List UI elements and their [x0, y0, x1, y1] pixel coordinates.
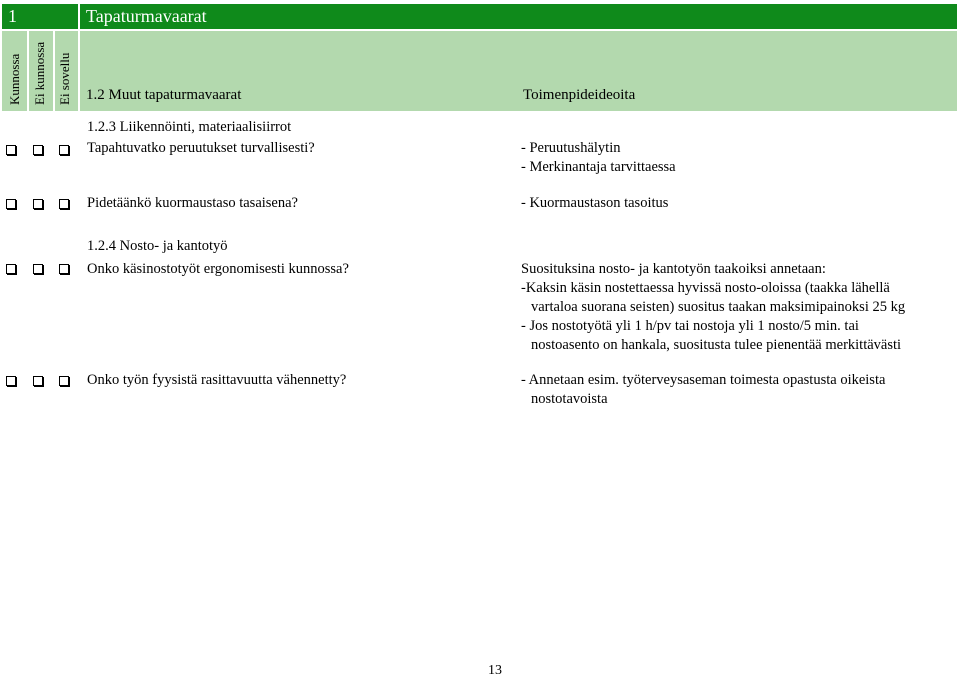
checkbox-kunnossa[interactable] — [6, 376, 16, 386]
checkbox-ei-sovellu[interactable] — [59, 145, 69, 155]
chapter-title-cell — [80, 4, 957, 29]
measure-text: nostoasento on hankala, suositusta tulee pienentää merkittävästi — [531, 337, 902, 353]
checkbox-kunnossa[interactable] — [6, 145, 16, 155]
column-divider — [78, 31, 80, 111]
column-label-ei-sovellu: Ei sovellu — [57, 52, 72, 105]
question-text: Pidetäänkö kuormaustaso tasaisena? — [87, 195, 298, 211]
chapter-number: 1 — [8, 6, 17, 26]
checkbox-ei-kunnossa[interactable] — [33, 145, 43, 155]
column-label-ei-kunnossa: Ei kunnossa — [32, 41, 47, 105]
checkbox-ei-sovellu[interactable] — [59, 376, 69, 386]
measure-text: - Kuormaustason tasoitus — [521, 195, 669, 211]
measure-text: - Annetaan esim. työterveysaseman toimesta opastusta oikeista — [521, 372, 886, 388]
measure-text: - Peruutushälytin — [521, 140, 621, 156]
checkbox-ei-kunnossa[interactable] — [33, 376, 43, 386]
section-group-title: 1.2 Muut tapaturmavaarat — [86, 87, 242, 103]
checkbox-ei-kunnossa[interactable] — [33, 264, 43, 274]
chapter-number-cell — [2, 4, 78, 29]
column-label-kunnossa: Kunnossa — [7, 53, 22, 105]
page-number: 13 — [488, 663, 502, 678]
column-divider — [53, 31, 55, 111]
checkbox-ei-kunnossa[interactable] — [33, 199, 43, 209]
checkbox-kunnossa[interactable] — [6, 199, 16, 209]
checkbox-kunnossa[interactable] — [6, 264, 16, 274]
chapter-header — [2, 4, 957, 29]
question-text: Onko käsinostotyöt ergonomisesti kunnossa? — [87, 261, 349, 277]
section-title: 1.2.4 Nosto- ja kantotyö — [87, 238, 228, 254]
chapter-title: Tapaturmavaarat — [86, 6, 207, 26]
checkbox-ei-sovellu[interactable] — [59, 264, 69, 274]
column-header-row — [2, 31, 957, 111]
question-text: Tapahtuvatko peruutukset turvallisesti? — [87, 140, 315, 156]
measure-text: - Merkinantaja tarvittaessa — [521, 159, 676, 175]
measure-text: - Jos nostotyötä yli 1 h/pv tai nostoja yli 1 nosto/5 min. tai — [521, 318, 859, 334]
checkbox-ei-sovellu[interactable] — [59, 199, 69, 209]
question-text: Onko työn fyysistä rasittavuutta vähennetty? — [87, 372, 347, 388]
measure-text: nostotavoista — [531, 391, 608, 407]
measure-text: vartaloa suorana seisten) suositus taakan maksimipainoksi 25 kg — [531, 299, 906, 315]
measure-text: -Kaksin käsin nostettaessa hyvissä nosto-oloissa (taakka lähellä — [521, 280, 890, 296]
section-title: 1.2.3 Liikennöinti, materiaalisiirrot — [87, 119, 292, 135]
column-divider — [27, 31, 29, 111]
measures-column-title: Toimenpideideoita — [523, 87, 636, 103]
measure-text: Suosituksina nosto- ja kantotyön taakoiksi annetaan: — [521, 261, 826, 277]
